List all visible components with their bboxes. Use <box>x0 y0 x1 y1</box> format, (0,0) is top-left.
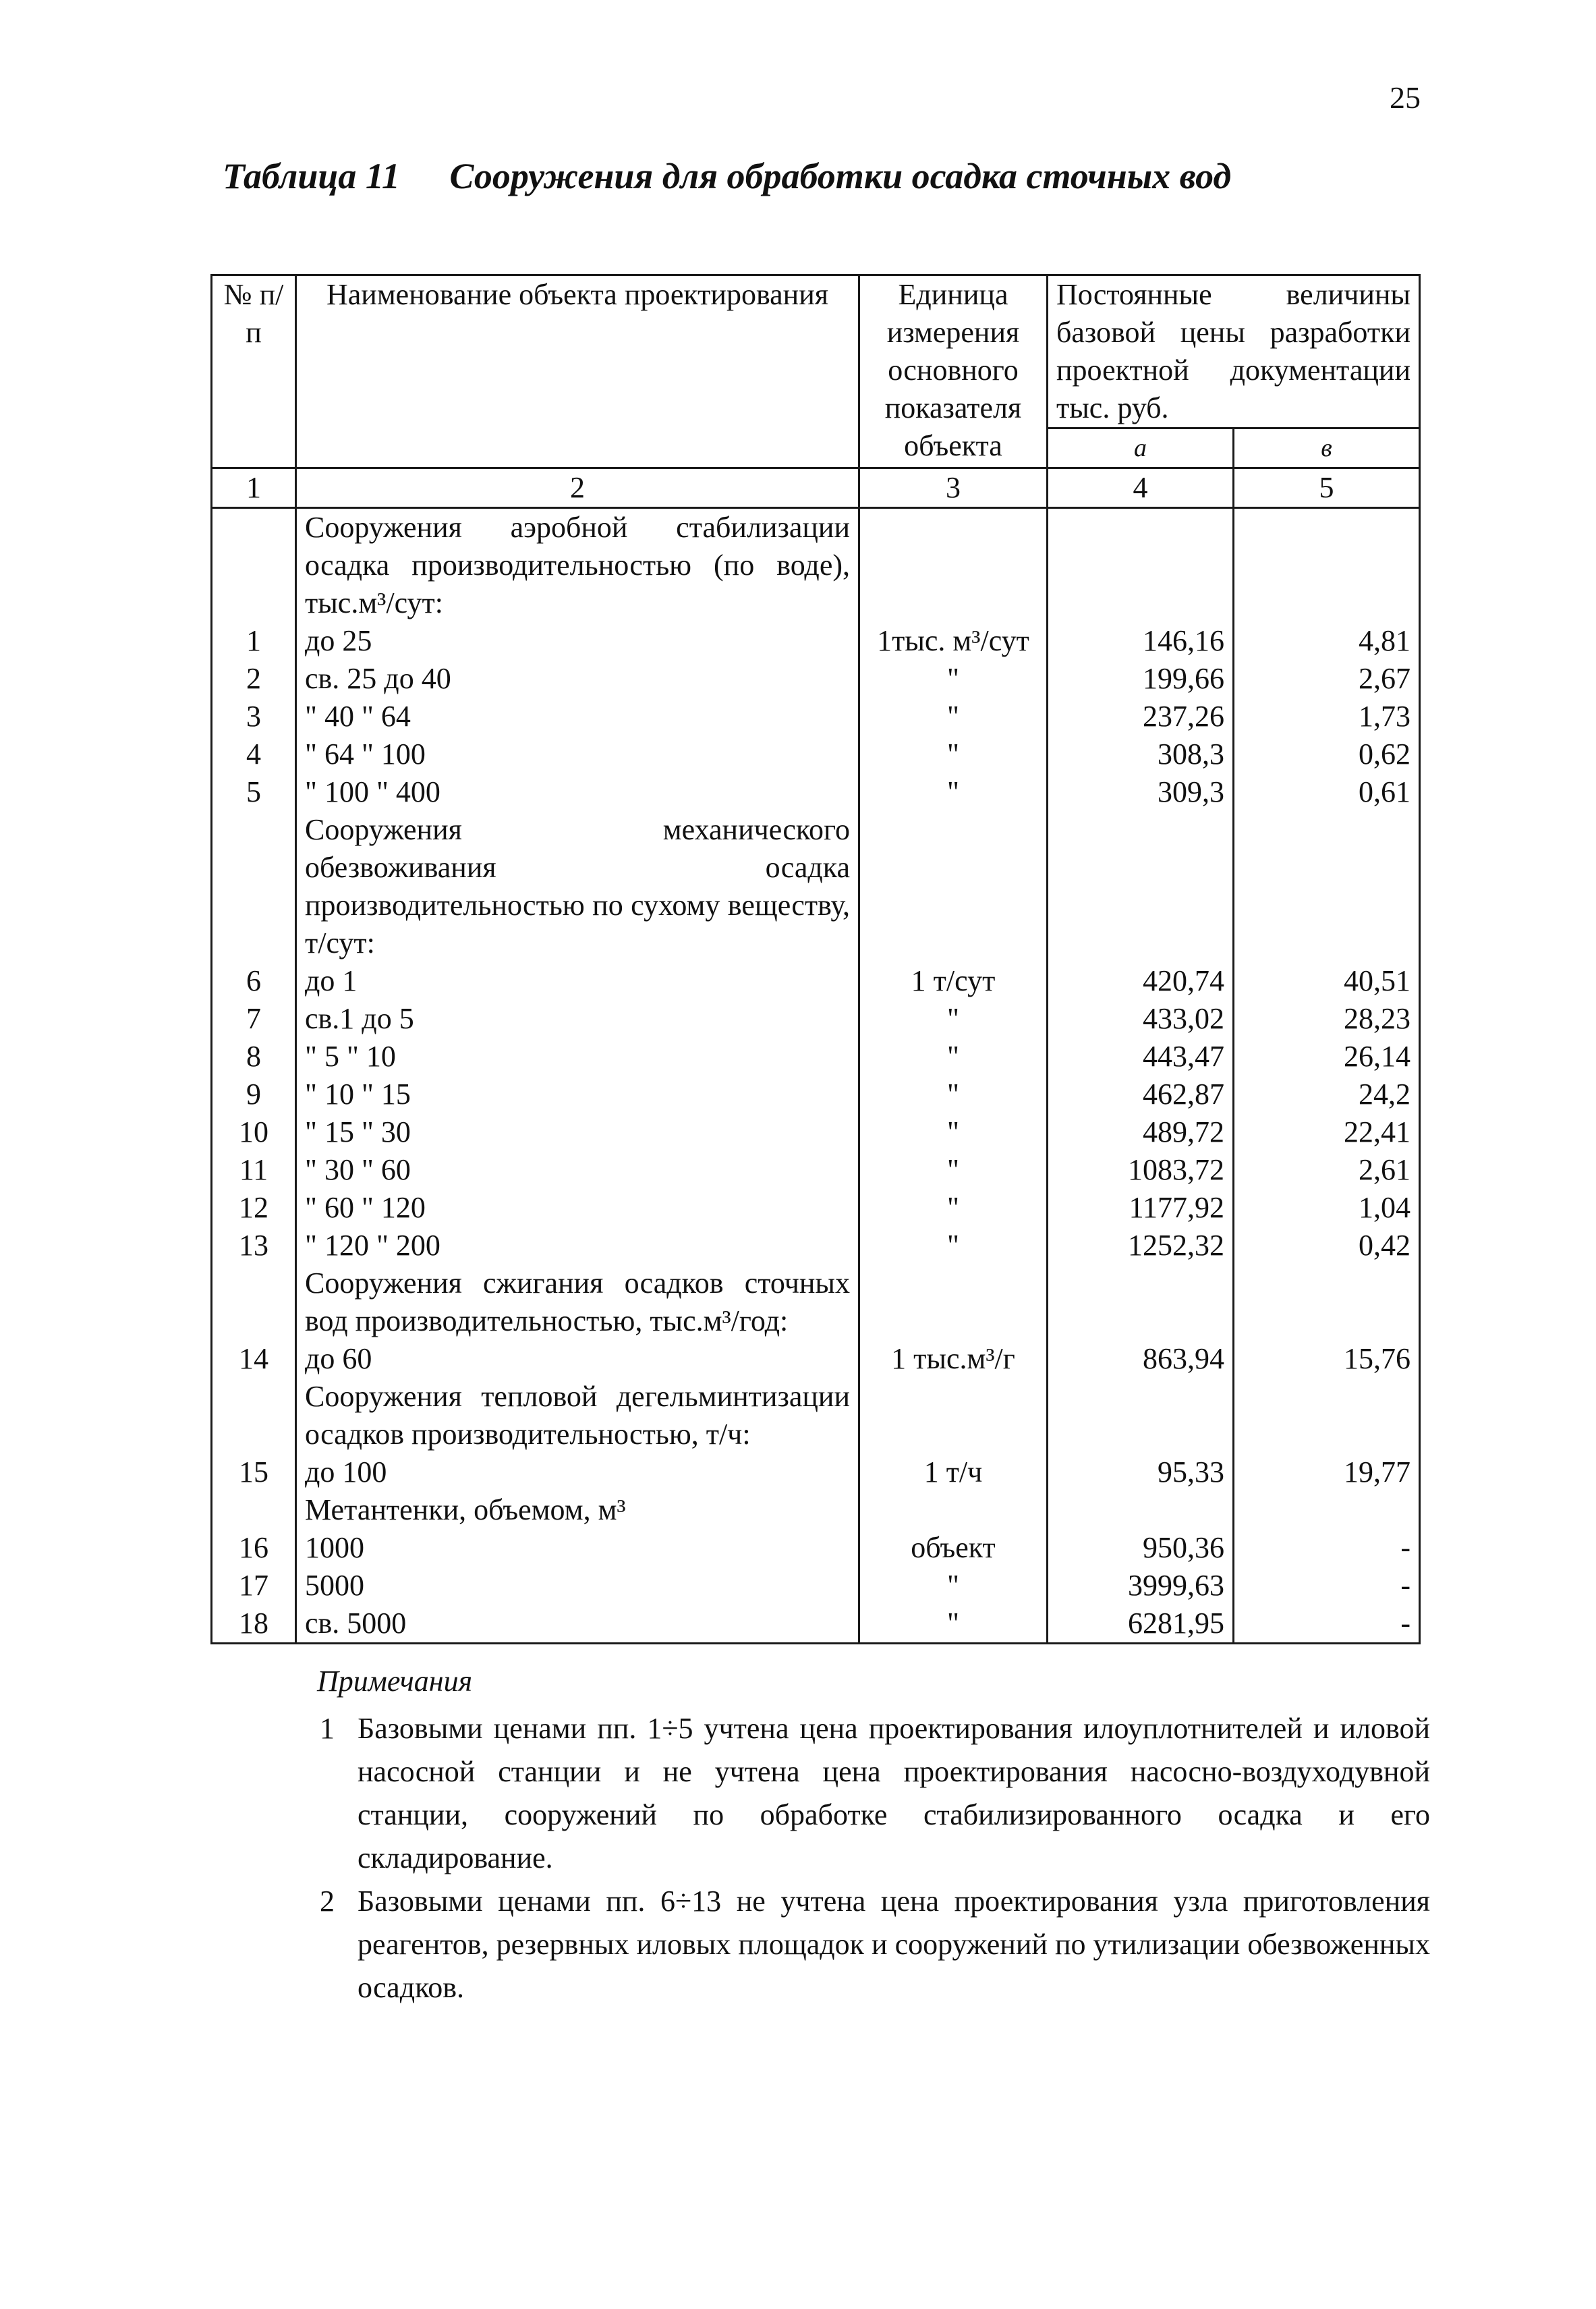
row-value-b: 0,62 <box>1234 735 1420 773</box>
group-metantank: Метантенки, объемом, м³ <box>296 1491 859 1529</box>
note-text: Базовыми ценами пп. 1÷5 учтена цена проектирования илоуплотнителей и иловой насосной станции и не учтена цена проектирования насосно-воздуходувной станции, сооружений по обработке стабилизированного осадка и его складирование. <box>358 1712 1430 1874</box>
row-value-a: 433,02 <box>1048 1000 1234 1038</box>
row-value-a: 309,3 <box>1048 773 1234 811</box>
row-name: св. 25 до 40 <box>296 660 859 698</box>
row-num: 7 <box>212 1000 296 1038</box>
table-row <box>212 1076 1420 1113</box>
table-row <box>212 1567 1420 1605</box>
note-number: 1 <box>320 1712 335 1745</box>
row-name: " 60 " 120 <box>296 1189 859 1227</box>
row-num: 10 <box>212 1113 296 1151</box>
row-name: св. 5000 <box>296 1605 859 1644</box>
table-row <box>212 1453 1420 1491</box>
row-value-b: 0,61 <box>1234 773 1420 811</box>
row-unit: " <box>859 1076 1048 1113</box>
row-unit: объект <box>859 1529 1048 1567</box>
group-aerobic: Сооружения аэробной стабилизации осадка производительностью (по воде), тыс.м³/сут: <box>296 508 859 623</box>
row-num: 14 <box>212 1340 296 1378</box>
note-item <box>297 1880 1430 2009</box>
row-value-b: 0,42 <box>1234 1227 1420 1264</box>
row-value-b: 15,76 <box>1234 1340 1420 1378</box>
row-unit: " <box>859 660 1048 698</box>
row-num: 6 <box>212 962 296 1000</box>
row-num: 13 <box>212 1227 296 1264</box>
row-num: 1 <box>212 622 296 660</box>
row-value-a: 146,16 <box>1048 622 1234 660</box>
row-value-a: 3999,63 <box>1048 1567 1234 1605</box>
row-value-b: 40,51 <box>1234 962 1420 1000</box>
row-value-b: - <box>1234 1529 1420 1567</box>
row-name: " 10 " 15 <box>296 1076 859 1113</box>
row-name: " 5 " 10 <box>296 1038 859 1076</box>
table-row <box>212 660 1420 698</box>
table-row <box>212 735 1420 773</box>
group-mechanical: Сооружения механического обезвоживания осадка производительностью по сухому веществу, т/сут: <box>296 811 859 962</box>
table-row <box>212 1605 1420 1644</box>
row-num: 15 <box>212 1453 296 1491</box>
row-value-b: 2,67 <box>1234 660 1420 698</box>
row-unit: " <box>859 1227 1048 1264</box>
row-value-a: 1177,92 <box>1048 1189 1234 1227</box>
row-name: до 25 <box>296 622 859 660</box>
row-value-a: 1083,72 <box>1048 1151 1234 1189</box>
row-name: " 40 " 64 <box>296 698 859 735</box>
row-value-b: - <box>1234 1567 1420 1605</box>
row-num: 12 <box>212 1189 296 1227</box>
row-value-a: 420,74 <box>1048 962 1234 1000</box>
row-unit: " <box>859 1605 1048 1644</box>
group-row <box>212 811 1420 962</box>
row-num: 8 <box>212 1038 296 1076</box>
row-name: 5000 <box>296 1567 859 1605</box>
price-table <box>210 274 1421 1644</box>
column-numbers-row <box>212 468 1420 508</box>
table-row <box>212 1151 1420 1189</box>
column-number: 5 <box>1234 468 1420 508</box>
note-item <box>297 1707 1430 1880</box>
row-num: 17 <box>212 1567 296 1605</box>
group-row <box>212 1378 1420 1453</box>
row-value-a: 863,94 <box>1048 1340 1234 1378</box>
row-value-a: 462,87 <box>1048 1076 1234 1113</box>
row-unit: " <box>859 1038 1048 1076</box>
header-constants-rest: базовой цены разработки проектной документации тыс. руб. <box>1056 316 1410 424</box>
row-name: до 60 <box>296 1340 859 1378</box>
table-row <box>212 962 1420 1000</box>
group-row <box>212 1264 1420 1340</box>
row-unit: 1 т/сут <box>859 962 1048 1000</box>
row-name: 1000 <box>296 1529 859 1567</box>
header-constants <box>1048 275 1420 428</box>
header-constants-line1: Постоянные величины <box>1056 278 1410 311</box>
row-value-b: 22,41 <box>1234 1113 1420 1151</box>
row-num: 4 <box>212 735 296 773</box>
header-col-a: а <box>1048 428 1234 468</box>
header-col-b: в <box>1234 428 1420 468</box>
row-name: " 30 " 60 <box>296 1151 859 1189</box>
row-num: 2 <box>212 660 296 698</box>
table-row <box>212 773 1420 811</box>
row-value-b: 24,2 <box>1234 1076 1420 1113</box>
table-row <box>212 622 1420 660</box>
row-unit: " <box>859 1189 1048 1227</box>
group-row <box>212 1491 1420 1529</box>
row-num: 11 <box>212 1151 296 1189</box>
row-value-a: 950,36 <box>1048 1529 1234 1567</box>
row-unit: " <box>859 773 1048 811</box>
column-number: 2 <box>296 468 859 508</box>
table-row <box>212 1227 1420 1264</box>
table-row <box>212 1189 1420 1227</box>
row-num: 16 <box>212 1529 296 1567</box>
row-num: 5 <box>212 773 296 811</box>
row-unit: 1тыс. м³/сут <box>859 622 1048 660</box>
row-unit: 1 тыс.м³/г <box>859 1340 1048 1378</box>
row-value-a: 1252,32 <box>1048 1227 1234 1264</box>
row-value-a: 237,26 <box>1048 698 1234 735</box>
row-value-a: 199,66 <box>1048 660 1234 698</box>
row-value-a: 489,72 <box>1048 1113 1234 1151</box>
row-unit: " <box>859 1000 1048 1038</box>
group-thermal: Сооружения тепловой дегельминтизации осадков производительностью, т/ч: <box>296 1378 859 1453</box>
row-num: 3 <box>212 698 296 735</box>
group-incineration: Сооружения сжигания осадков сточных вод производительностью, тыс.м³/год: <box>296 1264 859 1340</box>
row-num: 9 <box>212 1076 296 1113</box>
column-number: 3 <box>859 468 1048 508</box>
row-value-b: 1,04 <box>1234 1189 1420 1227</box>
row-value-b: 4,81 <box>1234 622 1420 660</box>
table-title: Сооружения для обработки осадка сточных вод <box>449 156 1232 196</box>
row-num: 18 <box>212 1605 296 1644</box>
row-unit: " <box>859 1113 1048 1151</box>
header-unit: Единица измерения основного показателя объекта <box>859 275 1048 468</box>
table-row <box>212 1000 1420 1038</box>
row-value-b: 19,77 <box>1234 1453 1420 1491</box>
table-caption <box>223 155 1231 197</box>
column-number: 4 <box>1048 468 1234 508</box>
notes-section <box>297 1660 1430 2009</box>
row-unit: " <box>859 1567 1048 1605</box>
row-name: св.1 до 5 <box>296 1000 859 1038</box>
row-unit: " <box>859 735 1048 773</box>
row-value-b: 1,73 <box>1234 698 1420 735</box>
row-unit: " <box>859 698 1048 735</box>
table-label: Таблица 11 <box>223 156 400 196</box>
row-name: " 100 " 400 <box>296 773 859 811</box>
table-row <box>212 1340 1420 1378</box>
row-unit: " <box>859 1151 1048 1189</box>
row-value-a: 308,3 <box>1048 735 1234 773</box>
row-value-a: 443,47 <box>1048 1038 1234 1076</box>
row-name: " 15 " 30 <box>296 1113 859 1151</box>
row-name: " 120 " 200 <box>296 1227 859 1264</box>
column-number: 1 <box>212 468 296 508</box>
page-number: 25 <box>1390 80 1421 115</box>
row-name: до 100 <box>296 1453 859 1491</box>
row-value-b: 2,61 <box>1234 1151 1420 1189</box>
row-value-a: 6281,95 <box>1048 1605 1234 1644</box>
table-row <box>212 1113 1420 1151</box>
group-row <box>212 508 1420 623</box>
table-row <box>212 1529 1420 1567</box>
row-value-b: - <box>1234 1605 1420 1644</box>
notes-title: Примечания <box>317 1665 473 1698</box>
note-text: Базовыми ценами пп. 6÷13 не учтена цена проектирования узла приготовления реагентов, резервных иловых площадок и сооружений по утилизации обезвоженных осадков. <box>358 1885 1430 2004</box>
header-num: № п/п <box>212 275 296 468</box>
header-name: Наименование объекта проектирования <box>296 275 859 468</box>
row-name: до 1 <box>296 962 859 1000</box>
table-row <box>212 1038 1420 1076</box>
note-number: 2 <box>320 1885 335 1918</box>
row-value-b: 26,14 <box>1234 1038 1420 1076</box>
row-value-a: 95,33 <box>1048 1453 1234 1491</box>
row-unit: 1 т/ч <box>859 1453 1048 1491</box>
row-value-b: 28,23 <box>1234 1000 1420 1038</box>
row-name: " 64 " 100 <box>296 735 859 773</box>
table-row <box>212 698 1420 735</box>
